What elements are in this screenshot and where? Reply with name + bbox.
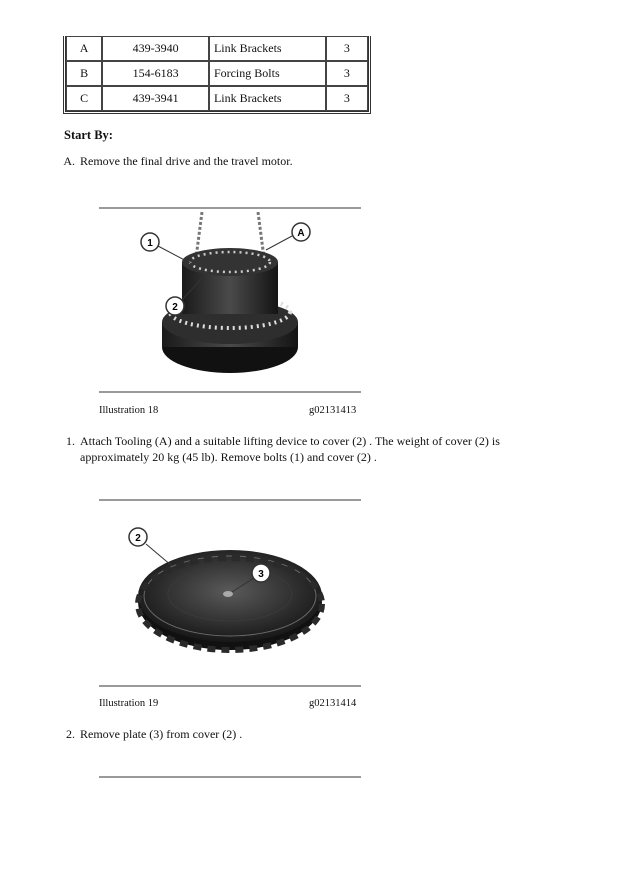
part-description: Link Brackets (209, 36, 326, 61)
step-1 (57, 433, 500, 465)
step-1-line-1: Attach Tooling (A) and a suitable lifting device to cover (2) . The weight of cover (2) is (80, 434, 500, 448)
cover-plate-illustration (120, 520, 340, 655)
callout-1-label: 1 (147, 238, 153, 249)
part-number: 439-3941 (102, 86, 209, 111)
quantity: 3 (326, 36, 368, 61)
tool-letter: B (66, 61, 102, 86)
step-marker: A. (63, 154, 75, 168)
step-marker: 1. (66, 434, 75, 448)
quantity: 3 (326, 61, 368, 86)
part-description: Forcing Bolts (209, 61, 326, 86)
step-2-text: Remove plate (3) from cover (2) . (80, 727, 243, 741)
part-number: 439-3940 (102, 36, 209, 61)
callout-2-label: 2 (172, 302, 178, 313)
start-by-step (57, 153, 293, 169)
tool-letter: C (66, 86, 102, 111)
illustration-bottom-rule (99, 391, 361, 393)
illustration-19-label: Illustration 19 (99, 698, 159, 709)
illustration-top-rule (99, 207, 361, 209)
callout-2-label: 2 (135, 533, 141, 544)
step-marker: 2. (66, 727, 75, 741)
step-1-line-2: approximately 20 kg (45 lb). Remove bolts (1) and cover (2) . (80, 450, 377, 464)
table-row (66, 61, 368, 86)
tool-letter: A (66, 36, 102, 61)
start-by-heading: Start By: (64, 128, 113, 142)
part-description: Link Brackets (209, 86, 326, 111)
step-text: Remove the final drive and the travel motor. (80, 154, 293, 168)
part-number: 154-6183 (102, 61, 209, 86)
final-drive-cover-illustration (130, 212, 330, 384)
illustration-18-label: Illustration 18 (99, 405, 159, 416)
quantity: 3 (326, 86, 368, 111)
illustration-19-code: g02131414 (309, 698, 357, 709)
step-2 (57, 726, 242, 742)
table-row (66, 86, 368, 111)
illustration-bottom-rule (99, 685, 361, 687)
illustration-top-rule (99, 499, 361, 501)
callout-3-label: 3 (258, 569, 264, 580)
callout-a-label: A (297, 228, 305, 239)
table-row (66, 36, 368, 61)
illustration-18-code: g02131413 (309, 405, 357, 416)
illustration-top-rule (99, 776, 361, 778)
tools-table (63, 36, 371, 114)
